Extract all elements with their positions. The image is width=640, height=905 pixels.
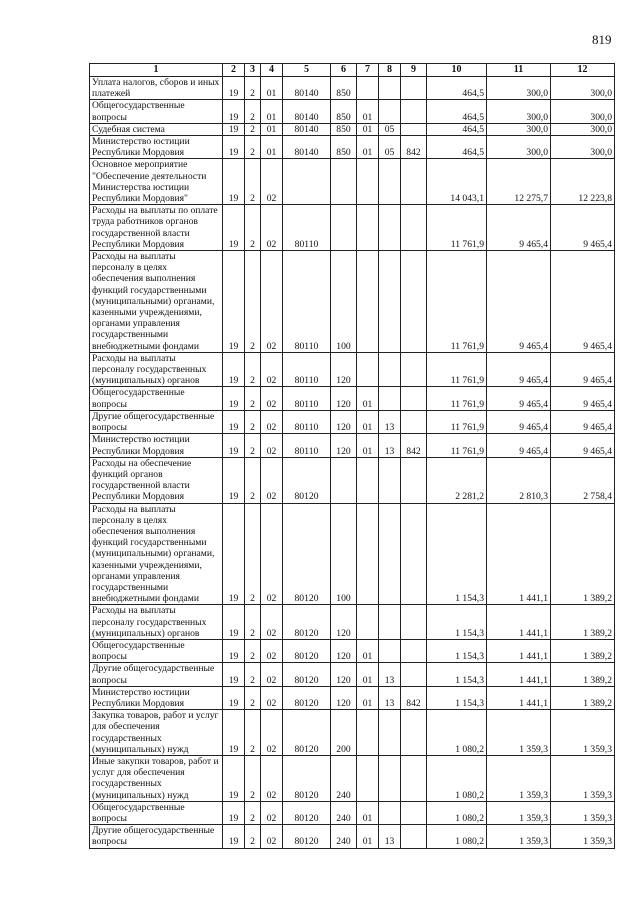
row-value-cell: 80110: [283, 387, 331, 410]
row-value-cell: 02: [261, 387, 283, 410]
row-value-cell: 13: [379, 434, 401, 457]
row-value-cell: 02: [261, 663, 283, 686]
row-value-cell: 120: [331, 686, 357, 709]
row-value-cell: [401, 605, 427, 640]
row-value-cell: 80110: [283, 251, 331, 353]
row-value-cell: 9 465,4: [487, 251, 551, 353]
row-value-cell: 19: [223, 457, 245, 503]
row-value-cell: 19: [223, 410, 245, 433]
row-value-cell: 01: [261, 136, 283, 159]
row-value-cell: 1 080,2: [427, 825, 487, 848]
row-value-cell: 80140: [283, 100, 331, 123]
row-value-cell: [379, 755, 401, 801]
row-name-cell: Расходы на выплаты по оплате труда работников органов государственной власти Республики Мордовия: [90, 205, 223, 251]
row-value-cell: 02: [261, 457, 283, 503]
row-value-cell: 2: [245, 801, 261, 824]
table-row: [90, 825, 615, 848]
column-header: 7: [357, 64, 379, 77]
row-value-cell: 1 359,3: [487, 710, 551, 756]
row-value-cell: 01: [261, 77, 283, 100]
table-row: [90, 605, 615, 640]
row-value-cell: 19: [223, 755, 245, 801]
row-value-cell: [401, 123, 427, 135]
row-value-cell: 2: [245, 457, 261, 503]
row-value-cell: 9 465,4: [551, 352, 615, 387]
column-header: 12: [551, 64, 615, 77]
row-value-cell: 120: [331, 352, 357, 387]
row-value-cell: 11 761,9: [427, 205, 487, 251]
column-header: 2: [223, 64, 245, 77]
row-value-cell: 19: [223, 686, 245, 709]
row-name-cell: Общегосударственные вопросы: [90, 100, 223, 123]
row-value-cell: [401, 251, 427, 353]
row-value-cell: 2: [245, 77, 261, 100]
row-value-cell: [357, 503, 379, 605]
row-value-cell: 9 465,4: [551, 205, 615, 251]
row-value-cell: 19: [223, 251, 245, 353]
row-value-cell: [379, 77, 401, 100]
row-name-cell: Расходы на выплаты персоналу в целях обеспечения выполнения функций государственными (муниципальными) органами, казенными учреждениями, органами управления государственными внебюджетными фондами: [90, 503, 223, 605]
row-value-cell: 11 761,9: [427, 251, 487, 353]
row-value-cell: 80120: [283, 605, 331, 640]
row-value-cell: 842: [401, 686, 427, 709]
row-value-cell: 02: [261, 801, 283, 824]
row-value-cell: 9 465,4: [487, 387, 551, 410]
row-value-cell: 1 441,1: [487, 639, 551, 662]
table-row: [90, 639, 615, 662]
row-value-cell: 300,0: [487, 77, 551, 100]
row-value-cell: 02: [261, 825, 283, 848]
row-value-cell: 05: [379, 123, 401, 135]
row-value-cell: [401, 457, 427, 503]
row-value-cell: [357, 159, 379, 205]
table-row: [90, 100, 615, 123]
row-value-cell: 1 359,3: [551, 801, 615, 824]
row-value-cell: 02: [261, 205, 283, 251]
row-value-cell: 01: [261, 123, 283, 135]
row-value-cell: 01: [357, 663, 379, 686]
row-value-cell: 2: [245, 825, 261, 848]
column-header: 4: [261, 64, 283, 77]
row-value-cell: 02: [261, 710, 283, 756]
row-value-cell: 464,5: [427, 77, 487, 100]
row-value-cell: 2: [245, 136, 261, 159]
row-value-cell: 2: [245, 663, 261, 686]
row-name-cell: Министерство юстиции Республики Мордовия: [90, 686, 223, 709]
row-value-cell: [357, 205, 379, 251]
table-row: [90, 663, 615, 686]
row-value-cell: 80140: [283, 77, 331, 100]
row-value-cell: [401, 825, 427, 848]
row-value-cell: 19: [223, 710, 245, 756]
column-header: 1: [90, 64, 223, 77]
row-value-cell: [379, 205, 401, 251]
row-value-cell: 01: [357, 434, 379, 457]
row-value-cell: 464,5: [427, 100, 487, 123]
row-value-cell: 11 761,9: [427, 387, 487, 410]
row-value-cell: 2: [245, 123, 261, 135]
row-value-cell: 80140: [283, 123, 331, 135]
table-row: [90, 434, 615, 457]
row-value-cell: [379, 100, 401, 123]
row-value-cell: 80120: [283, 639, 331, 662]
table-row: [90, 755, 615, 801]
row-value-cell: 13: [379, 663, 401, 686]
row-value-cell: [357, 352, 379, 387]
row-value-cell: 2: [245, 686, 261, 709]
table-row: [90, 410, 615, 433]
row-value-cell: 80110: [283, 205, 331, 251]
row-value-cell: 9 465,4: [487, 410, 551, 433]
row-value-cell: 2 758,4: [551, 457, 615, 503]
row-value-cell: 01: [357, 136, 379, 159]
row-value-cell: 19: [223, 387, 245, 410]
row-value-cell: [283, 159, 331, 205]
table-row: [90, 251, 615, 353]
row-value-cell: 9 465,4: [551, 387, 615, 410]
row-value-cell: 9 465,4: [551, 434, 615, 457]
row-name-cell: Другие общегосударственные вопросы: [90, 410, 223, 433]
row-value-cell: 1 154,3: [427, 686, 487, 709]
row-value-cell: 300,0: [551, 77, 615, 100]
row-name-cell: Министерство юстиции Республики Мордовия: [90, 434, 223, 457]
row-value-cell: [379, 639, 401, 662]
column-header: 5: [283, 64, 331, 77]
row-value-cell: [357, 251, 379, 353]
row-value-cell: 120: [331, 639, 357, 662]
table-row: [90, 123, 615, 135]
row-value-cell: 850: [331, 136, 357, 159]
row-name-cell: Общегосударственные вопросы: [90, 639, 223, 662]
row-value-cell: 80120: [283, 457, 331, 503]
row-value-cell: 19: [223, 100, 245, 123]
row-value-cell: 01: [261, 100, 283, 123]
row-name-cell: Министерство юстиции Республики Мордовия: [90, 136, 223, 159]
row-value-cell: 80120: [283, 825, 331, 848]
row-value-cell: 1 441,1: [487, 686, 551, 709]
row-value-cell: 19: [223, 639, 245, 662]
row-value-cell: 1 389,2: [551, 503, 615, 605]
row-value-cell: 1 359,3: [487, 755, 551, 801]
row-value-cell: [379, 387, 401, 410]
row-value-cell: 300,0: [487, 100, 551, 123]
row-value-cell: 2 281,2: [427, 457, 487, 503]
row-value-cell: [401, 77, 427, 100]
row-value-cell: [401, 503, 427, 605]
row-value-cell: 2: [245, 387, 261, 410]
row-name-cell: Общегосударственные вопросы: [90, 801, 223, 824]
row-value-cell: [401, 205, 427, 251]
column-header: 8: [379, 64, 401, 77]
row-value-cell: 02: [261, 434, 283, 457]
row-value-cell: [401, 755, 427, 801]
row-value-cell: 842: [401, 136, 427, 159]
row-value-cell: [357, 77, 379, 100]
row-value-cell: 02: [261, 686, 283, 709]
row-value-cell: 02: [261, 639, 283, 662]
row-value-cell: 19: [223, 159, 245, 205]
table-header-row: [90, 64, 615, 77]
row-value-cell: 2: [245, 755, 261, 801]
row-value-cell: 19: [223, 77, 245, 100]
row-value-cell: [379, 801, 401, 824]
row-value-cell: 200: [331, 710, 357, 756]
row-value-cell: 1 389,2: [551, 605, 615, 640]
row-value-cell: 120: [331, 387, 357, 410]
row-value-cell: 300,0: [551, 100, 615, 123]
row-name-cell: Иные закупки товаров, работ и услуг для обеспечения государственных (муниципальных) нужд: [90, 755, 223, 801]
row-value-cell: 01: [357, 639, 379, 662]
row-value-cell: 1 359,3: [551, 825, 615, 848]
row-value-cell: 300,0: [551, 123, 615, 135]
row-value-cell: 1 080,2: [427, 801, 487, 824]
row-value-cell: 19: [223, 434, 245, 457]
budget-table: [89, 63, 615, 849]
row-value-cell: 2: [245, 100, 261, 123]
row-value-cell: [357, 457, 379, 503]
row-value-cell: [401, 410, 427, 433]
row-value-cell: 1 441,1: [487, 663, 551, 686]
row-value-cell: 80120: [283, 710, 331, 756]
row-value-cell: 120: [331, 663, 357, 686]
row-value-cell: 300,0: [487, 136, 551, 159]
row-value-cell: 02: [261, 352, 283, 387]
row-value-cell: 1 080,2: [427, 755, 487, 801]
row-name-cell: Общегосударственные вопросы: [90, 387, 223, 410]
table-row: [90, 457, 615, 503]
row-value-cell: 05: [379, 136, 401, 159]
row-value-cell: [401, 710, 427, 756]
row-value-cell: 19: [223, 205, 245, 251]
row-value-cell: 12 275,7: [487, 159, 551, 205]
row-value-cell: 80120: [283, 663, 331, 686]
column-header: 11: [487, 64, 551, 77]
row-value-cell: 464,5: [427, 123, 487, 135]
row-value-cell: [379, 251, 401, 353]
table-row: [90, 801, 615, 824]
row-value-cell: 9 465,4: [487, 352, 551, 387]
row-value-cell: [401, 639, 427, 662]
row-value-cell: 01: [357, 410, 379, 433]
row-value-cell: 80110: [283, 352, 331, 387]
row-value-cell: 13: [379, 410, 401, 433]
row-name-cell: Расходы на обеспечение функций органов государственной власти Республики Мордовия: [90, 457, 223, 503]
row-value-cell: 80120: [283, 755, 331, 801]
row-value-cell: 11 761,9: [427, 434, 487, 457]
row-value-cell: 120: [331, 434, 357, 457]
row-value-cell: [379, 503, 401, 605]
row-value-cell: 842: [401, 434, 427, 457]
row-value-cell: 9 465,4: [551, 410, 615, 433]
row-value-cell: [401, 387, 427, 410]
row-value-cell: [357, 710, 379, 756]
row-value-cell: 80120: [283, 801, 331, 824]
row-value-cell: [401, 663, 427, 686]
row-value-cell: 1 389,2: [551, 686, 615, 709]
row-value-cell: 14 043,1: [427, 159, 487, 205]
row-value-cell: [401, 801, 427, 824]
row-value-cell: 80110: [283, 410, 331, 433]
row-value-cell: 2: [245, 710, 261, 756]
row-value-cell: 01: [357, 825, 379, 848]
row-value-cell: 1 359,3: [487, 801, 551, 824]
column-header: 10: [427, 64, 487, 77]
row-value-cell: 1 359,3: [487, 825, 551, 848]
row-name-cell: Судебная система: [90, 123, 223, 135]
row-value-cell: 1 359,3: [551, 710, 615, 756]
row-value-cell: 02: [261, 755, 283, 801]
row-value-cell: 1 154,3: [427, 605, 487, 640]
row-name-cell: Основное мероприятие "Обеспечение деятельности Министерства юстиции Республики Мордовия": [90, 159, 223, 205]
column-header: 3: [245, 64, 261, 77]
page-number: 819: [592, 32, 612, 47]
row-name-cell: Расходы на выплаты персоналу государственных (муниципальных) органов: [90, 352, 223, 387]
row-value-cell: 19: [223, 136, 245, 159]
row-value-cell: 850: [331, 77, 357, 100]
row-value-cell: 300,0: [487, 123, 551, 135]
row-value-cell: 240: [331, 801, 357, 824]
row-value-cell: 19: [223, 663, 245, 686]
row-value-cell: [401, 159, 427, 205]
row-value-cell: [379, 710, 401, 756]
row-value-cell: 02: [261, 159, 283, 205]
row-value-cell: 850: [331, 100, 357, 123]
row-value-cell: [401, 100, 427, 123]
row-value-cell: 1 441,1: [487, 503, 551, 605]
row-value-cell: 11 761,9: [427, 410, 487, 433]
row-value-cell: 2 810,3: [487, 457, 551, 503]
row-value-cell: 300,0: [551, 136, 615, 159]
row-value-cell: 02: [261, 410, 283, 433]
row-value-cell: 1 154,3: [427, 663, 487, 686]
row-value-cell: [379, 457, 401, 503]
row-value-cell: [331, 205, 357, 251]
row-value-cell: 19: [223, 801, 245, 824]
row-value-cell: 02: [261, 605, 283, 640]
table-body: [90, 77, 615, 849]
row-value-cell: 2: [245, 503, 261, 605]
row-value-cell: 240: [331, 825, 357, 848]
table-row: [90, 159, 615, 205]
table-row: [90, 387, 615, 410]
row-value-cell: 1 080,2: [427, 710, 487, 756]
row-name-cell: Другие общегосударственные вопросы: [90, 663, 223, 686]
row-value-cell: 120: [331, 410, 357, 433]
row-value-cell: 12 223,8: [551, 159, 615, 205]
row-value-cell: 02: [261, 503, 283, 605]
row-value-cell: 80120: [283, 503, 331, 605]
row-value-cell: 11 761,9: [427, 352, 487, 387]
row-value-cell: 1 389,2: [551, 639, 615, 662]
row-name-cell: Расходы на выплаты персоналу государственных (муниципальных) органов: [90, 605, 223, 640]
row-name-cell: Расходы на выплаты персоналу в целях обеспечения выполнения функций государственными (муниципальными) органами, казенными учреждениями, органами управления государственными внебюджетными фондами: [90, 251, 223, 353]
row-value-cell: 1 154,3: [427, 639, 487, 662]
row-value-cell: 100: [331, 503, 357, 605]
row-value-cell: 240: [331, 755, 357, 801]
table-row: [90, 205, 615, 251]
row-value-cell: 9 465,4: [487, 205, 551, 251]
row-value-cell: 1 389,2: [551, 663, 615, 686]
row-value-cell: 2: [245, 639, 261, 662]
row-name-cell: Другие общегосударственные вопросы: [90, 825, 223, 848]
row-value-cell: 2: [245, 605, 261, 640]
row-value-cell: 850: [331, 123, 357, 135]
row-value-cell: 100: [331, 251, 357, 353]
row-value-cell: 01: [357, 686, 379, 709]
row-value-cell: [331, 457, 357, 503]
table-row: [90, 352, 615, 387]
column-header: 6: [331, 64, 357, 77]
table-row: [90, 77, 615, 100]
row-value-cell: 80140: [283, 136, 331, 159]
row-value-cell: 80120: [283, 686, 331, 709]
row-value-cell: [357, 755, 379, 801]
row-value-cell: 80110: [283, 434, 331, 457]
table-row: [90, 503, 615, 605]
table-row: [90, 710, 615, 756]
row-value-cell: [379, 159, 401, 205]
row-value-cell: 01: [357, 100, 379, 123]
row-value-cell: 01: [357, 801, 379, 824]
row-value-cell: 19: [223, 503, 245, 605]
row-value-cell: 9 465,4: [487, 434, 551, 457]
row-value-cell: 120: [331, 605, 357, 640]
row-value-cell: 19: [223, 123, 245, 135]
row-value-cell: 1 441,1: [487, 605, 551, 640]
row-value-cell: 464,5: [427, 136, 487, 159]
row-value-cell: 19: [223, 605, 245, 640]
row-name-cell: Уплата налогов, сборов и иных платежей: [90, 77, 223, 100]
row-value-cell: [379, 605, 401, 640]
row-value-cell: 02: [261, 251, 283, 353]
row-value-cell: [331, 159, 357, 205]
row-value-cell: 2: [245, 352, 261, 387]
row-value-cell: 1 359,3: [551, 755, 615, 801]
row-value-cell: 2: [245, 205, 261, 251]
row-value-cell: 01: [357, 123, 379, 135]
row-name-cell: Закупка товаров, работ и услуг для обеспечения государственных (муниципальных) нужд: [90, 710, 223, 756]
row-value-cell: 19: [223, 352, 245, 387]
row-value-cell: 2: [245, 410, 261, 433]
row-value-cell: [379, 352, 401, 387]
table-row: [90, 136, 615, 159]
column-header: 9: [401, 64, 427, 77]
row-value-cell: 13: [379, 686, 401, 709]
row-value-cell: 2: [245, 434, 261, 457]
row-value-cell: 2: [245, 251, 261, 353]
row-value-cell: [401, 352, 427, 387]
row-value-cell: 1 154,3: [427, 503, 487, 605]
row-value-cell: 9 465,4: [551, 251, 615, 353]
row-value-cell: 13: [379, 825, 401, 848]
row-value-cell: 01: [357, 387, 379, 410]
row-value-cell: [357, 605, 379, 640]
table-row: [90, 686, 615, 709]
row-value-cell: 2: [245, 159, 261, 205]
row-value-cell: 19: [223, 825, 245, 848]
